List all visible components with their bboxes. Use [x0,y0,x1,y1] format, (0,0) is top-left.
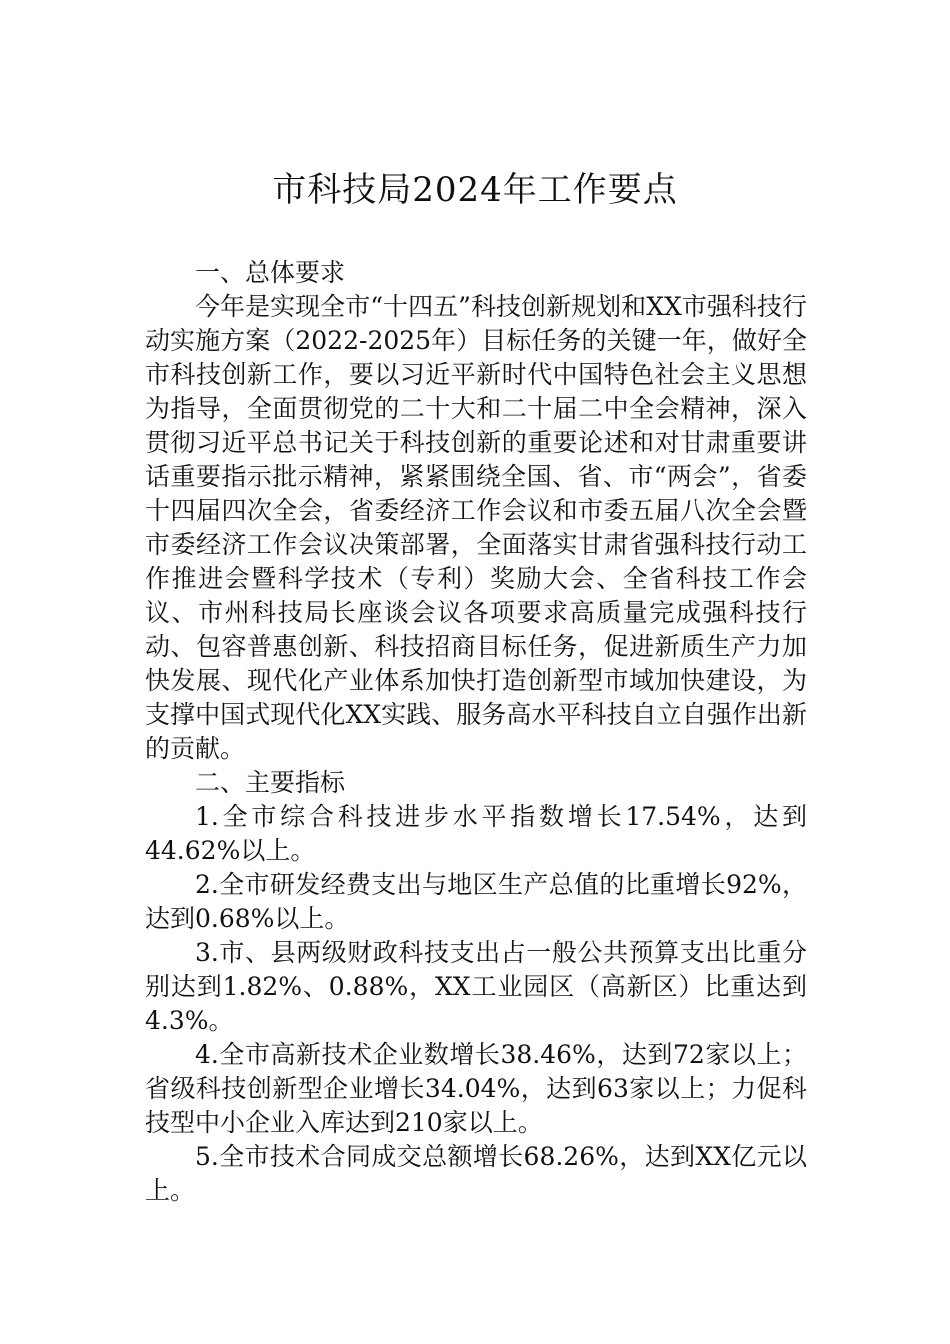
document-title: 市科技局2024年工作要点 [272,170,678,210]
indicator-item-1: 1.全市综合科技进步水平指数增长17.54%，达到44.62%以上。 [145,802,807,865]
indicator-item-5: 5.全市技术合同成交总额增长68.26%，达到XX亿元以上。 [145,1142,807,1205]
document-body [145,256,807,1208]
general-requirements-paragraph: 今年是实现全市“十四五”科技创新规划和XX市强科技行动实施方案（2022-2025年）目标任务的关键一年，做好全市科技创新工作，要以习近平新时代中国特色社会主义思想为指导，全面贯彻党的二十大和二十届二中全会精神，深入贯彻习近平总书记关于科技创新的重要论述和对甘肃重要讲话重要指示批示精神，紧紧围绕全国、省、市“两会”，省委十四届四次全会，省委经济工作会议和市委五届八次全会暨市委经济工作会议决策部署，全面落实甘肃省强科技行动工作推进会暨科学技术（专利）奖励大会、全省科技工作会议、市州科技局长座谈会议各项要求高质量完成强科技行动、包容普惠创新、科技招商目标任务，促进新质生产力加快发展、现代化产业体系加快打造创新型市域加快建设，为支撑中国式现代化XX实践、服务高水平科技自立自强作出新的贡献。 [145,292,807,763]
indicator-item-3: 3.市、县两级财政科技支出占一般公共预算支出比重分别达到1.82%、0.88%，XX工业园区（高新区）比重达到4.3%。 [145,938,807,1035]
indicator-item-2: 2.全市研发经费支出与地区生产总值的比重增长92%，达到0.68%以上。 [145,870,807,933]
indicator-item-4: 4.全市高新技术企业数增长38.46%，达到72家以上；省级科技创新型企业增长34.04%，达到63家以上；力促科技型中小企业入库达到210家以上。 [145,1040,807,1137]
section-heading-general-requirements: 一、总体要求 [195,258,346,287]
section-heading-main-indicators: 二、主要指标 [195,768,346,797]
